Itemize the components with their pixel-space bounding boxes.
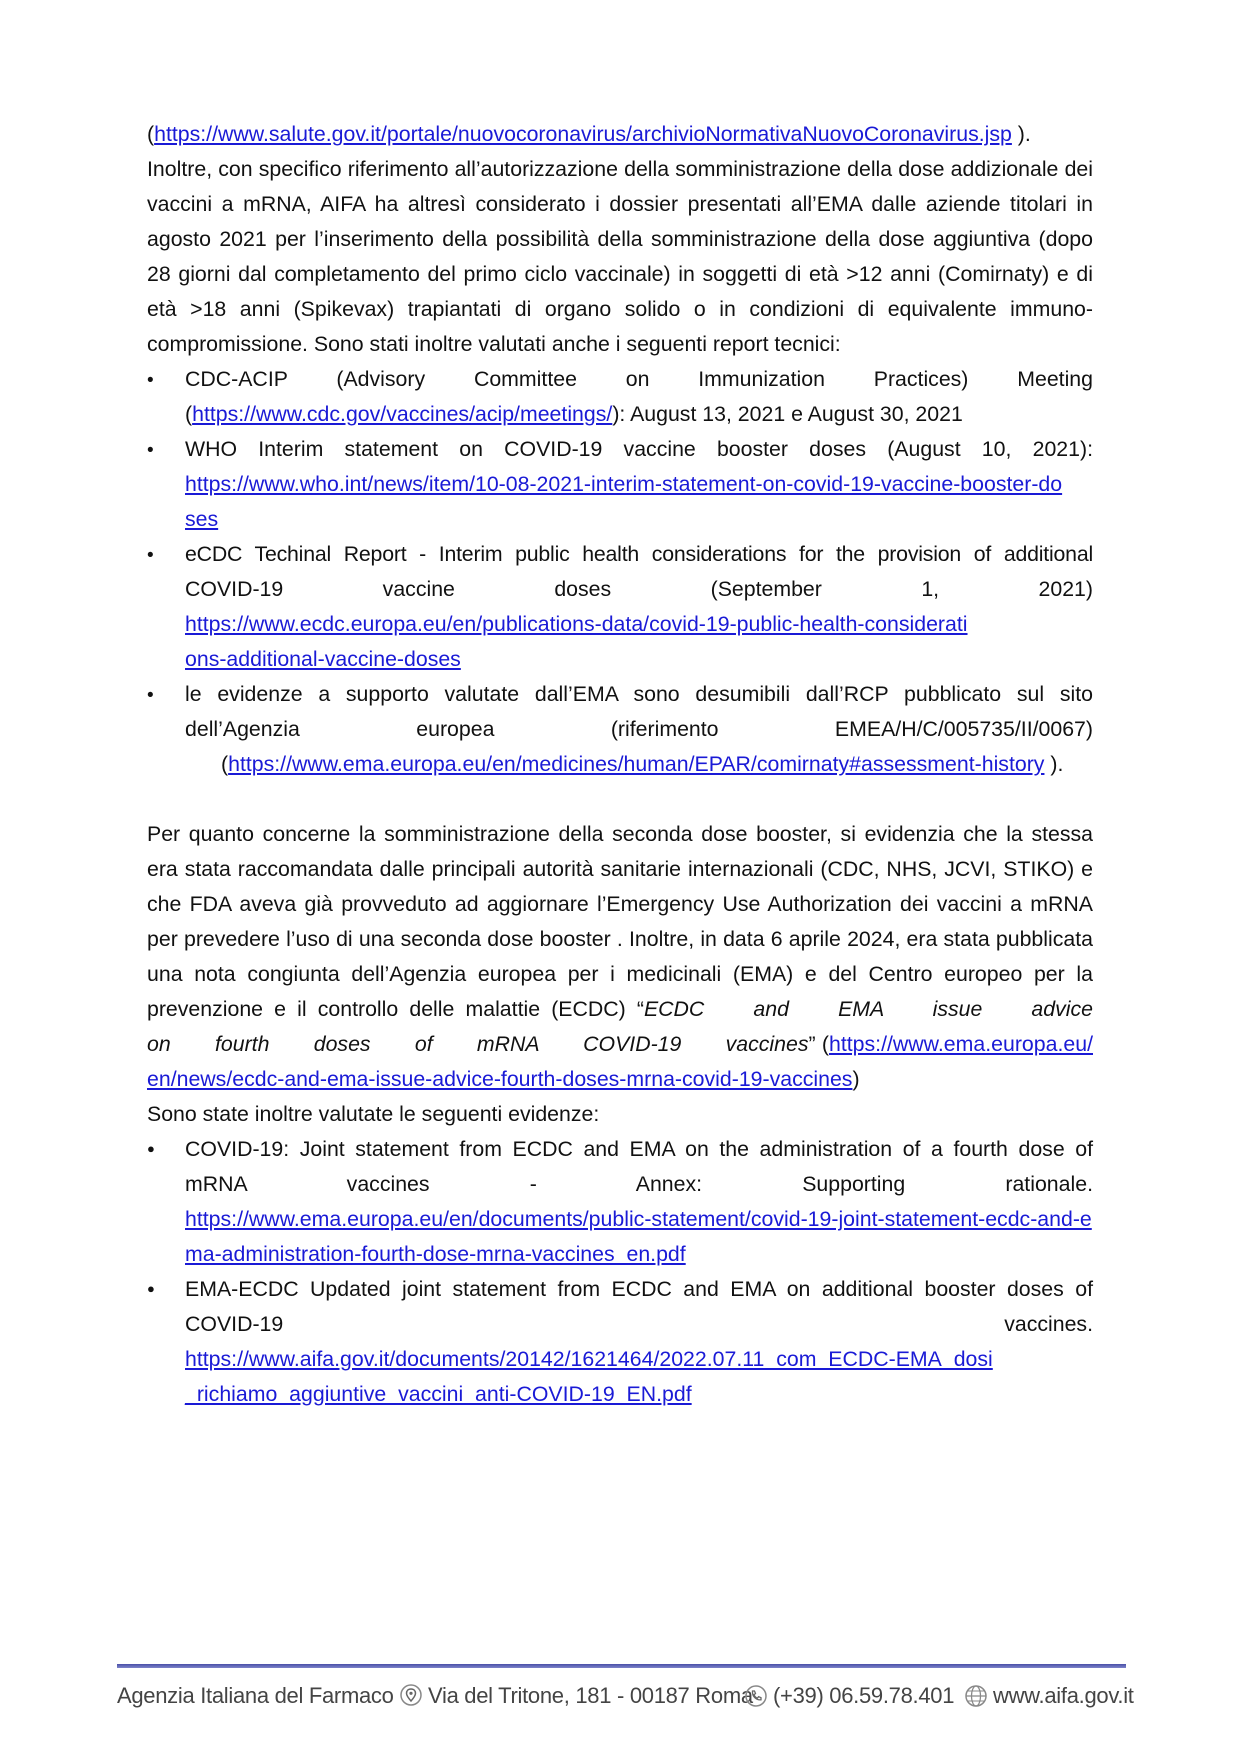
italic-title: ECDC and EMA issue advice on fourth doses of mRNA COVID-19 vaccines (147, 997, 1093, 1056)
cdc-link[interactable]: https://www.cdc.gov/vaccines/acip/meetings/ (192, 402, 613, 426)
phone-text: (+39) 06.59.78.401 (773, 1683, 955, 1708)
paragraph-text: Per quanto concerne la somministrazione della seconda dose booster, si evidenzia che la stessa era stata raccomandata dalle principali autorità sanitarie internazionali (CDC, NHS, JCVI, STIKO) e che FDA aveva già provveduto ad aggiornare l’Emergency Use Authorization dei vaccini a mRNA per prevedere l’uso di una seconda dose booster . Inoltre, in data 6 aprile 2024, era stata pubblicata una nota congiunta dell’Agenzia europea per i medicinali (EMA) e del Centro europeo per la prevenzione e il controllo delle malattie (ECDC) “ (147, 822, 1093, 1021)
list-item (147, 1272, 1093, 1412)
bullet-icon (147, 537, 167, 573)
second-booster-paragraph (147, 817, 1093, 1097)
close-paren: ) (852, 1067, 860, 1091)
bullet-icon (147, 677, 167, 713)
close-quote: ” (808, 1032, 816, 1056)
address-text: Via del Tritone, 181 - 00187 Roma (428, 1683, 753, 1708)
bullet-icon (147, 432, 167, 468)
open-paren: ( (821, 1032, 829, 1056)
list-item (147, 677, 1093, 782)
open-paren: ( (185, 402, 193, 426)
source-reference (147, 117, 1093, 152)
open-paren: ( (147, 122, 155, 146)
list-item (147, 362, 1093, 432)
website-text: www.aifa.gov.it (993, 1683, 1134, 1708)
ema-statement-link[interactable]: https://www.ema.europa.eu/en/documents/public-statement/covid-19-joint-statement-ecdc-and-ema-administration-fourth-dose-mrna-vaccines_en.pdf (185, 1207, 1092, 1266)
technical-reports-list (147, 362, 1093, 782)
list-item-text: dell’Agenzia europea (riferimento EMEA/H/C/005735/II/0067) (185, 717, 1093, 741)
evidence-intro: Sono state inoltre valutate le seguenti evidenze: (147, 1102, 600, 1126)
aifa-document-link[interactable]: https://www.aifa.gov.it/documents/20142/1621464/2022.07.11_com_ECDC-EMA_dosi_richiamo_aggiuntive_vaccini_anti-COVID-19_EN.pdf (185, 1347, 993, 1406)
footer-phone (745, 1678, 954, 1714)
footer-divider (117, 1664, 1126, 1668)
list-item-text: EMA-ECDC Updated joint statement from ECDC and EMA on additional booster doses of COVID-19 vaccines. (185, 1277, 1093, 1336)
spacer (147, 782, 1093, 817)
document-body (147, 117, 1093, 1412)
list-item (147, 537, 1093, 677)
list-item-text: CDC-ACIP (Advisory Committee on Immunization Practices) Meeting (185, 367, 1093, 391)
ema-epar-link[interactable]: https://www.ema.europa.eu/en/medicines/human/EPAR/comirnaty#assessment-history (228, 752, 1045, 776)
list-item-text: COVID-19: Joint statement from ECDC and EMA on the administration of a fourth dose of mRNA vaccines - Annex: Supporting rationale. (185, 1137, 1093, 1196)
list-item (147, 432, 1093, 537)
additional-dose-paragraph: Inoltre, con specifico riferimento all’autorizzazione della somministrazione della dose addizionale dei vaccini a mRNA, AIFA ha altresì considerato i dossier presentati all’EMA dalle aziende titolari in agosto 2021 per l’inserimento della possibilità della somministrazione della dose aggiuntiva (dopo 28 giorni dal completamento del primo ciclo vaccinale) in soggetti di età >12 anni (Comirnaty) e di età >18 anni (Spikevax) trapiantati di organo solido o in condizioni di equivalente immuno-compromissione. Sono stati inoltre valutati anche i seguenti report tecnici: (147, 157, 1093, 356)
list-item-text: eCDC Techinal Report - Interim public health considerations for the provision of additional (185, 542, 1093, 566)
ecdc-link[interactable]: https://www.ecdc.europa.eu/en/publications-data/covid-19-public-health-considerations-additional-vaccine-doses (185, 612, 968, 671)
salute-link[interactable]: https://www.salute.gov.it/portale/nuovocoronavirus/archivioNormativaNuovoCoronavirus.jsp (154, 122, 1012, 146)
bullet-icon (147, 1272, 167, 1309)
ema-news-link[interactable]: https://www.ema.europa.eu/en/news/ecdc-and-ema-issue-advice-fourth-doses-mrna-covid-19-vaccines (147, 1032, 1093, 1091)
location-pin-icon (400, 1684, 422, 1708)
footer-website (965, 1678, 1134, 1714)
list-item-text: ): August 13, 2021 e August 30, 2021 (612, 402, 963, 426)
close-paren: ). (1044, 752, 1064, 776)
organization-name: Agenzia Italiana del Farmaco (117, 1683, 394, 1708)
list-item-text: le evidenze a supporto valutate dall’EMA sono desumibili dall’RCP pubblicato sul sito (185, 682, 1093, 706)
footer-address (400, 1678, 753, 1714)
close-paren: ). (1011, 122, 1031, 146)
list-item-text: COVID-19 vaccine doses (September 1, 2021) (185, 577, 1093, 601)
list-item (147, 1132, 1093, 1272)
bullet-icon (147, 362, 167, 398)
footer-org (117, 1678, 394, 1714)
open-paren: ( (221, 752, 229, 776)
phone-icon (745, 1684, 767, 1708)
who-link[interactable]: https://www.who.int/news/item/10-08-2021-interim-statement-on-covid-19-vaccine-booster-doses (185, 472, 1063, 531)
globe-icon (965, 1684, 987, 1708)
bullet-icon (147, 1132, 167, 1169)
page-footer (117, 1678, 1134, 1714)
list-item-text: WHO Interim statement on COVID-19 vaccine booster doses (August 10, 2021): (185, 437, 1093, 461)
evidence-list (147, 1132, 1093, 1412)
